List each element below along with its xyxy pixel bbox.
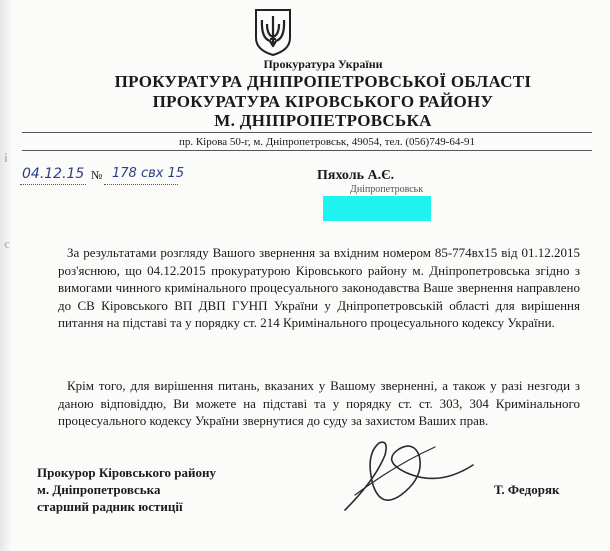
- handwritten-signature: [315, 425, 485, 515]
- header-divider-bottom: [22, 150, 592, 151]
- office-small-title: Прокуратура України: [263, 57, 383, 71]
- trident-coat-of-arms-icon: [253, 8, 293, 56]
- addressee-name: Пяхоль А.Є.: [317, 168, 395, 183]
- title-regional-prosecutor: ПРОКУРАТУРА ДНІПРОПЕТРОВСЬКОЇ ОБЛАСТІ: [114, 72, 532, 91]
- body-paragraph-1: За результатами розгляду Вашого звернення за вхідним номером 85-774вх15 від 01.12.2015 роз'яснюю, що 04.12.2015 прокуратурою Кіровського району м. Дніпропетровська згідно з вимогами чинного кримінального процесуального законодавства Ваше звернення направлено до СВ Кіровського ВП ДВП ГУНП України у Дніпропетровській області для вирішення питання на підставі та у порядку ст. 214 Кримінального процесуального кодексу України.: [58, 245, 580, 330]
- redaction-box: [323, 196, 431, 221]
- body-paragraph-2: Крім того, для вирішення питань, вказаних у Вашому зверненні, а також у разі незгоди з даною відповіддю, Ви можете на підставі та у порядку ст. ст. 303, 304 Кримінального процесуального кодексу України звернутися до суду за захистом Ваших прав.: [58, 378, 580, 428]
- title-district-prosecutor: ПРОКУРАТУРА КІРОВСЬКОГО РАЙОНУ: [152, 92, 494, 111]
- scan-bleed-mark: і: [4, 150, 8, 165]
- number-dotted-line: [104, 184, 178, 185]
- signatory-position: Прокурор Кіровського району: [37, 465, 216, 480]
- date-dotted-line: [20, 184, 86, 185]
- outgoing-date: 04.12.15: [22, 166, 85, 182]
- signatory-city: м. Дніпропетровська: [37, 482, 161, 497]
- header-address: пр. Кірова 50-г, м. Дніпропетровськ, 49054, тел. (056)749-64-91: [178, 136, 476, 148]
- addressee-city: Дніпропетровськ: [350, 184, 424, 195]
- scan-fold-shadow: [0, 0, 12, 551]
- outgoing-number-sign: №: [91, 168, 103, 182]
- outgoing-number: 178 свх 15: [112, 166, 185, 181]
- signer-name: Т. Федоряк: [494, 482, 560, 497]
- signatory-title-block: [37, 464, 216, 515]
- signatory-rank: старший радник юстиції: [37, 499, 183, 514]
- header-divider-top: [22, 132, 592, 133]
- scan-bleed-mark: с: [4, 236, 10, 251]
- title-city: М. ДНІПРОПЕТРОВСЬКА: [214, 111, 432, 130]
